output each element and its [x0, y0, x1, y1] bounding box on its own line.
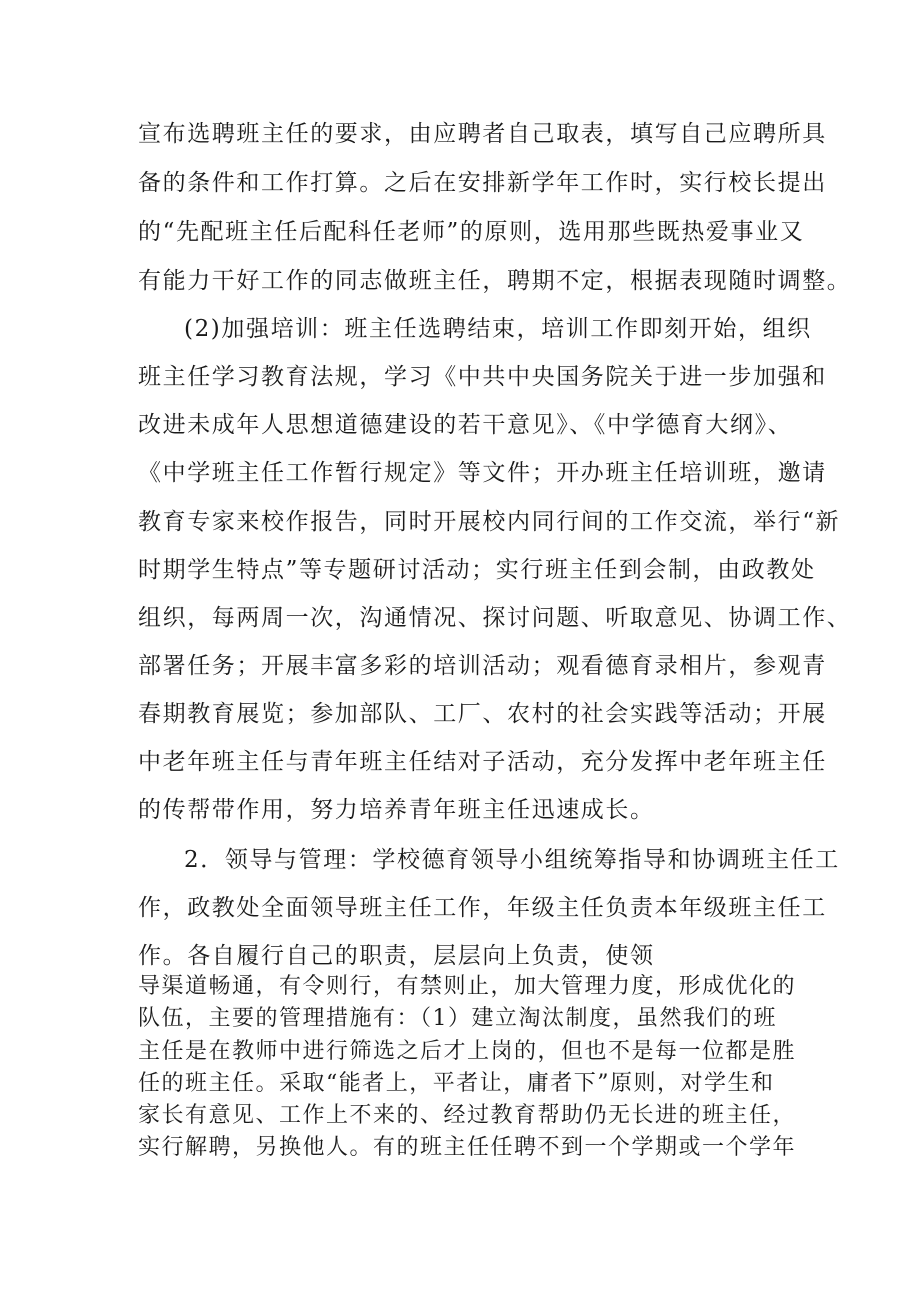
text-line: 2．领导与管理：学校德育领导小组统筹指导和协调班主任工 — [184, 847, 840, 873]
text-line: 部署任务；开展丰富多彩的培训活动；观看德育录相片，参观青 — [138, 653, 827, 679]
text-line: 组织，每两周一次，沟通情况、探讨问题、听取意见、协调工作、 — [138, 605, 852, 631]
text-line: 作，政教处全面领导班主任工作，年级主任负责本年级班主任工 — [138, 895, 827, 921]
text-line: 任的班主任。采取“能者上，平者让，庸者下”原则，对学生和 — [138, 1071, 775, 1096]
text-line: 实行解聘，另换他人。有的班主任任聘不到一个学期或一个学年 — [138, 1135, 797, 1160]
text-line: 家长有意见、工作上不来的、经过教育帮助仍无长进的班主任， — [138, 1103, 797, 1128]
text-line: 教育专家来校作报告，同时开展校内同行间的工作交流，举行“新 — [138, 509, 841, 535]
text-line: (2)加强培训：班主任选聘结束，培训工作即刻开始，组织 — [184, 316, 812, 342]
text-line: 时期学生特点”等专题研讨活动；实行班主任到会制，由政教处 — [138, 557, 816, 583]
text-line: 导渠道畅通，有令则行，有禁则止，加大管理力度，形成优化的 — [138, 974, 797, 999]
text-line: 春期教育展览；参加部队、工厂、农村的社会实践等活动；开展 — [138, 701, 827, 727]
text-line: 《中学班主任工作暂行规定》等文件；开办班主任培训班，邀请 — [138, 460, 827, 486]
text-line: 的“先配班主任后配科任老师”的原则，选用那些既热爱事业又 — [138, 219, 805, 245]
text-line: 备的条件和工作打算。之后在安排新学年工作时，实行校长提出 — [138, 170, 827, 196]
text-line: 宣布选聘班主任的要求，由应聘者自己取表，填写自己应聘所具 — [138, 121, 827, 147]
text-line: 作。各自履行自己的职责，层层向上负责，使领 — [138, 943, 655, 969]
text-line: 中老年班主任与青年班主任结对子活动，充分发挥中老年班主任 — [138, 749, 827, 775]
text-line: 主任是在教师中进行筛选之后才上岗的，但也不是每一位都是胜 — [138, 1039, 797, 1064]
text-line: 改进未成年人思想道德建设的若干意见》、《中学德育大纲》、 — [138, 412, 793, 438]
text-line: 班主任学习教育法规，学习《中共中央国务院关于进一步加强和 — [138, 364, 827, 390]
text-line: 有能力干好工作的同志做班主任，聘期不定，根据表现随时调整。 — [138, 268, 852, 294]
text-line: 的传帮带作用，努力培养青年班主任迅速成长。 — [138, 797, 655, 823]
text-line: 队伍，主要的管理措施有：（1）建立淘汰制度，虽然我们的班 — [138, 1006, 777, 1031]
